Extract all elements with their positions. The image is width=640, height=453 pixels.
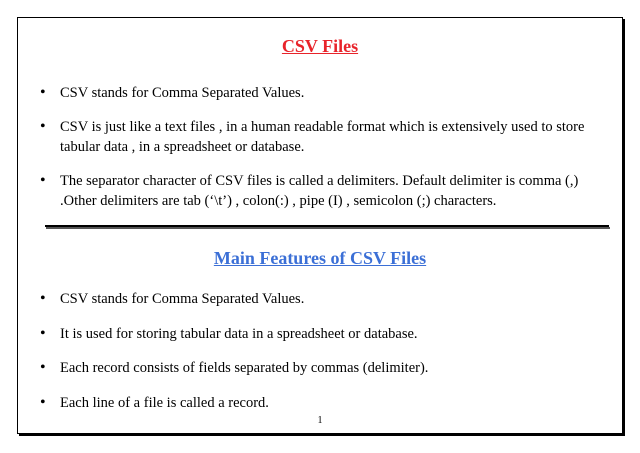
bullet-item: • It is used for storing tabular data in a spreadsheet or database. (40, 324, 610, 344)
page-number: 1 (317, 415, 323, 426)
bullet-item: • Each line of a file is called a record. (40, 393, 610, 413)
bullet-item: • The separator character of CSV files is called a delimiters. Default delimiter is comma (,) .Other delimiters are tab (‘\t’) , colon(:) , pipe (I) , semicolon (;) characters. (40, 171, 610, 211)
bullet-item: • Each record consists of fields separated by commas (delimiter). (40, 358, 610, 378)
main-features-bullet-list (40, 289, 610, 427)
section-title-main-features: Main Features of CSV Files (213, 248, 427, 268)
bullet-item: • CSV is just like a text files , in a human readable format which is extensively used to store tabular data , in a spreadsheet or database. (40, 117, 610, 157)
bullet-item: • CSV stands for Comma Separated Values. (40, 83, 610, 103)
section-divider (45, 225, 609, 227)
bullet-item: • CSV stands for Comma Separated Values. (40, 289, 610, 309)
csv-files-bullet-list (40, 83, 610, 225)
slide-frame (17, 17, 623, 434)
section-title-csv-files: CSV Files (281, 36, 359, 56)
